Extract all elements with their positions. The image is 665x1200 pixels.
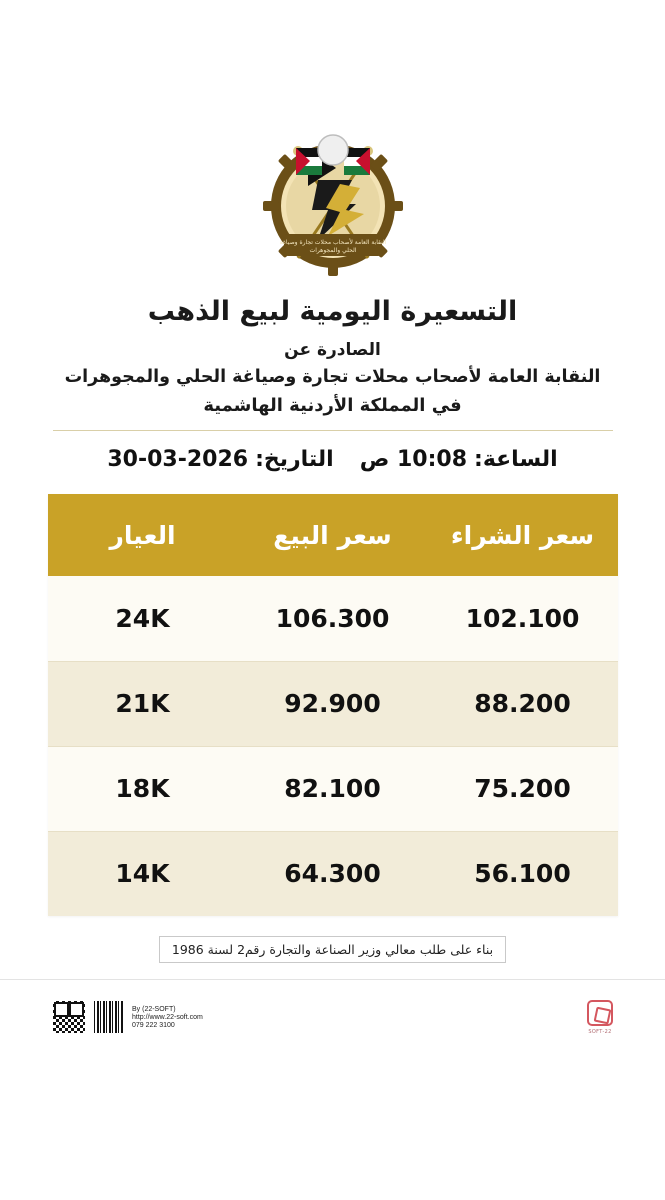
cell-karat: 24K [48,576,238,661]
country-line: في المملكة الأردنية الهاشمية [203,395,462,416]
footer-phone: 079 222 3100 [132,1021,175,1029]
issuing-authority: النقابة العامة لأصحاب محلات تجارة وصياغة الحلي والمجوهرات [64,367,601,387]
table-row [48,661,618,746]
cell-buy-price: 88.200 [428,661,618,746]
footer-contact [52,1000,203,1034]
time-block [360,447,558,472]
header-divider [53,430,613,431]
cell-buy-price: 102.100 [428,576,618,661]
brand-label: 22-SOFT [588,1028,612,1035]
footer-by-line: By (22-SOFT) [132,1005,176,1013]
footer [0,980,665,1054]
svg-text:النقابة العامة لأصحاب محلات تج: النقابة العامة لأصحاب محلات تجارة وصياغة [279,239,386,246]
svg-text:الحلي والمجوهرات: الحلي والمجوهرات [309,247,356,254]
cell-buy-price: 56.100 [428,831,618,916]
cell-sell-price: 92.900 [238,661,428,746]
qr-code-icon [52,1000,86,1034]
header-karat: العيار [48,494,238,576]
date-time-row [43,447,623,472]
emblem-icon [248,118,418,288]
table-header-row [48,494,618,576]
cube-icon [587,1000,613,1026]
page-title: التسعيرة اليومية لبيع الذهب [147,296,518,327]
syndicate-emblem-logo [248,118,418,288]
header-sell-price: سعر البيع [238,494,428,576]
cell-buy-price: 75.200 [428,746,618,831]
table-body [48,576,618,916]
date-label: التاريخ: [255,447,334,472]
header-buy-price: سعر الشراء [428,494,618,576]
legal-note: بناء على طلب معالي وزير الصناعة والتجارة رقم2 لسنة 1986 [159,936,506,963]
date-block [107,447,333,472]
time-value: 10:08 ص [359,447,468,472]
date-value: 30-03-2026 [107,447,249,472]
barcode-icon [94,1001,124,1033]
brand-logo [587,1000,613,1035]
cell-karat: 18K [48,746,238,831]
cell-karat: 21K [48,661,238,746]
table-head [48,494,618,576]
gold-prices-table [48,494,618,916]
cell-sell-price: 82.100 [238,746,428,831]
cell-sell-price: 64.300 [238,831,428,916]
footer-contact-text [132,1006,203,1029]
footer-website[interactable]: http://www.22-soft.com [132,1013,203,1021]
table-row [48,746,618,831]
cell-sell-price: 106.300 [238,576,428,661]
table-row [48,576,618,661]
issued-by-label: الصادرة عن [284,340,381,360]
cell-karat: 14K [48,831,238,916]
table-row [48,831,618,916]
time-label: الساعة: [474,447,558,472]
